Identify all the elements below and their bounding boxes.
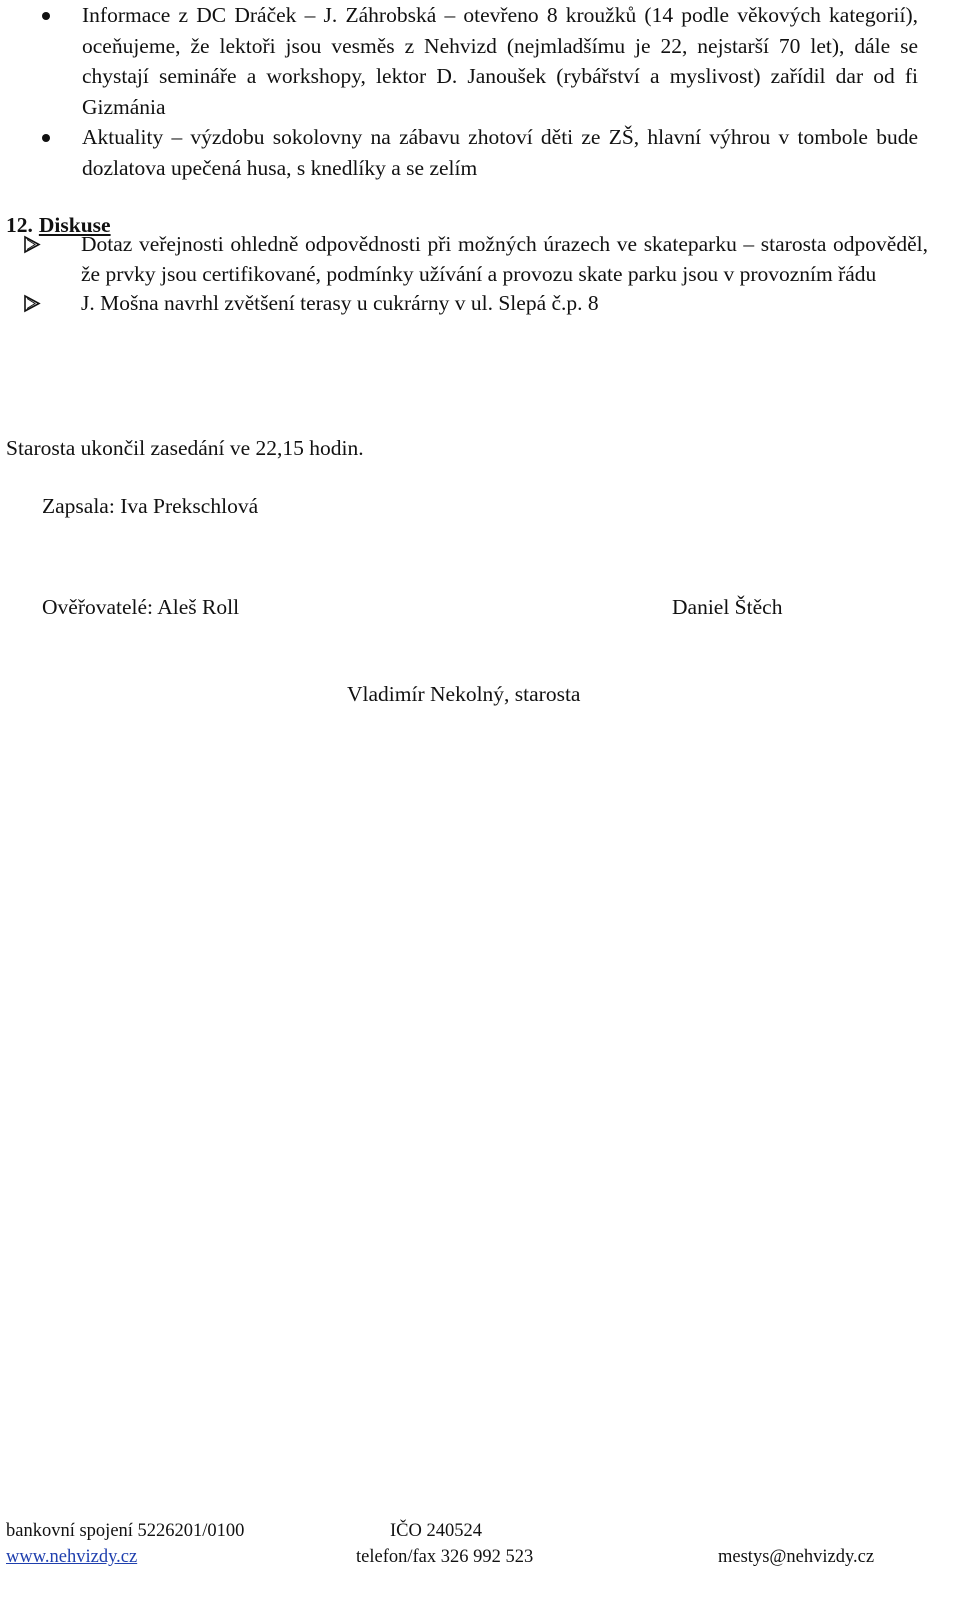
footer-row-1 (6, 1519, 906, 1543)
arrow-item-text: J. Mošna navrhl zvětšení terasy u cukrárny v ul. Slepá č.p. 8 (81, 291, 599, 315)
mayor-signature-line: Vladimír Nekolný, starosta (347, 682, 581, 706)
bank-account: bankovní spojení 5226201/0100 (6, 1521, 245, 1541)
bullet-text: Informace z DC Dráček – J. Záhrobská – otevřeno 8 kroužků (14 podle věkových kategorií), oceňujeme, že lektoři jsou vesměs z Nehvizd (nejmladšímu je 22, nejstarší 70 let), dále se chystají semináře a workshopy, lektor D. Janoušek (rybářství a myslivost) zařídil dar od fi Gizmánia (82, 3, 918, 119)
verifiers-line: Ověřovatelé: Aleš Roll (42, 595, 240, 619)
arrow-bullet-icon (22, 289, 46, 318)
bullet-dot-icon (42, 134, 50, 142)
arrow-bullet-icon (22, 230, 46, 259)
phone-fax: telefon/fax 326 992 523 (356, 1547, 534, 1567)
arrow-list (22, 230, 928, 319)
list-item (38, 0, 918, 122)
company-id: IČO 240524 (390, 1521, 482, 1541)
section-number: 12. (6, 213, 33, 237)
meeting-end-statement: Starosta ukončil zasedání ve 22,15 hodin. (6, 436, 364, 460)
list-item (22, 289, 928, 319)
verifier-2: Daniel Štěch (672, 595, 783, 619)
section-title: Diskuse (38, 213, 111, 237)
list-item (38, 122, 918, 183)
footer-row-2 (6, 1545, 906, 1569)
list-item (22, 230, 928, 289)
bullet-text: Aktuality – výzdobu sokolovny na zábavu zhotoví děti ze ZŠ, hlavní výhrou v tombole bude dozlatova upečená husa, s knedlíky a se zelím (82, 125, 918, 180)
website-link[interactable]: www.nehvizdy.cz (6, 1547, 138, 1567)
email-address: mestys@nehvizdy.cz (718, 1547, 875, 1567)
bullet-dot-icon (42, 12, 50, 20)
recorder-line: Zapsala: Iva Prekschlová (42, 494, 259, 518)
arrow-item-text: Dotaz veřejnosti ohledně odpovědnosti při možných úrazech ve skateparku – starosta odpověděl, že prvky jsou certifikované, podmínky užívání a provozu skate parku jsou v provozním řádu (81, 232, 928, 286)
bullet-list (38, 0, 918, 183)
